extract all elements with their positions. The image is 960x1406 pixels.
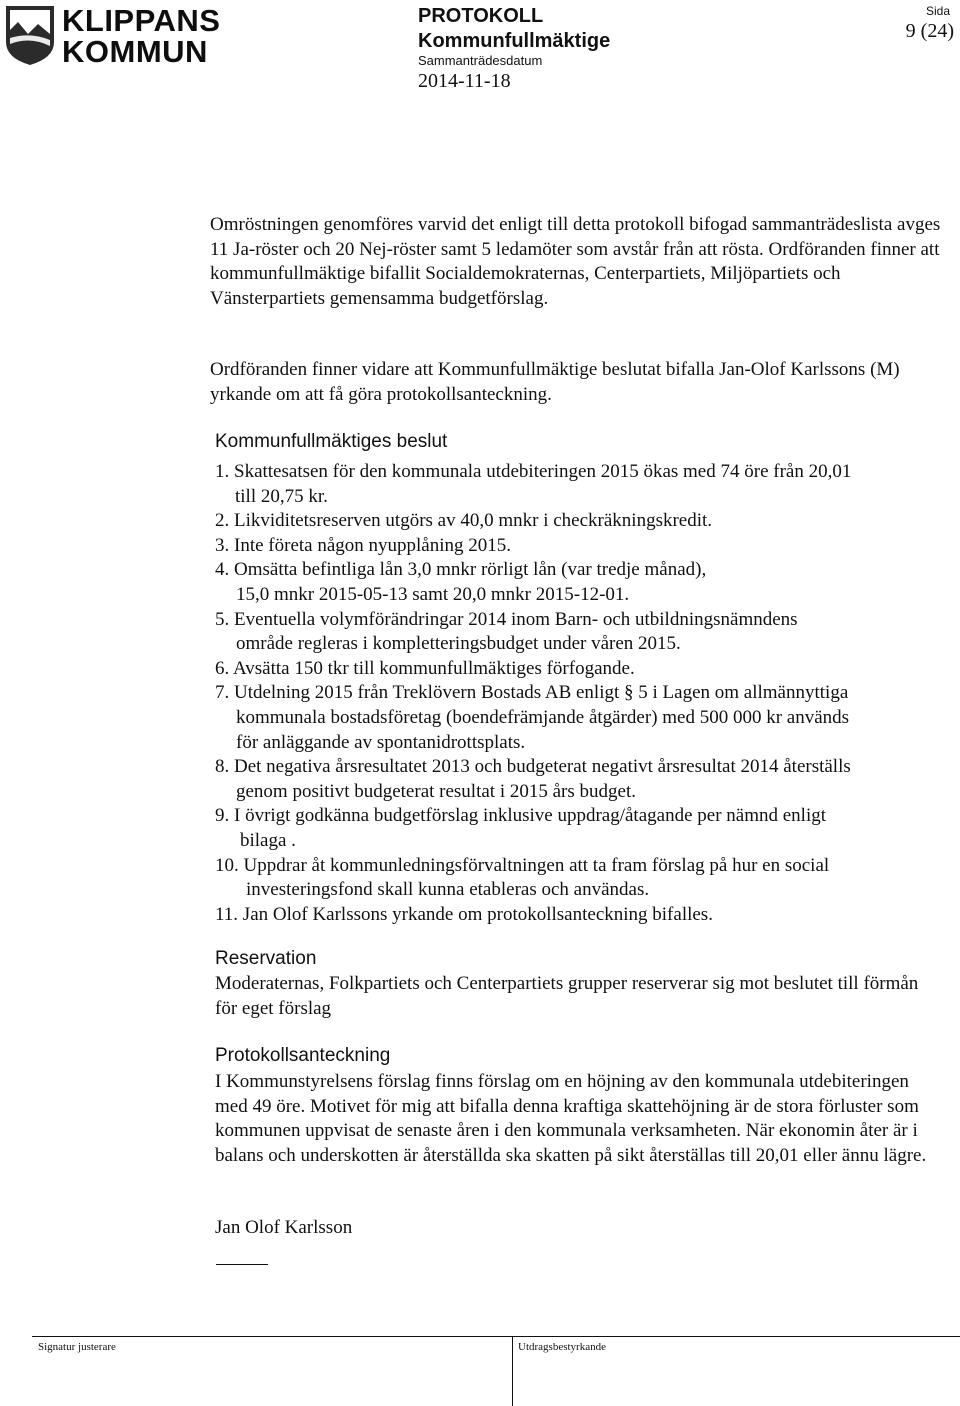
decision-heading: Kommunfullmäktiges beslut [215,431,448,452]
decision-list [215,460,945,927]
page-number: 9 (24) [905,20,954,42]
decision-line: 5. Eventuella volymförändringar 2014 inom Barn- och utbildningsnämndens [215,608,798,630]
voting-paragraph: Omröstningen genomföres varvid det enligt till detta protokoll bifogad sammanträdeslista avges 11 Ja-röster och 20 Nej-röster samt 5 ledamöter som avstår från att rösta. Ordföranden finner att kommunfullmäktige bifallit Socialdemokraternas, Centerpartiets, Miljöpartiets och Vänsterpartiets gemensamma budgetförslag. [210,214,941,309]
meeting-date-label: Sammanträdesdatum [418,53,543,68]
decision-line: kommunala bostadsföretag (boendefrämjande åtgärder) med 500 000 kr används [236,706,850,728]
decision-line: genom positivt budgeterat resultat i 2015 års budget. [236,780,636,802]
protocol-note-heading: Protokollsanteckning [215,1045,391,1066]
decision-line: 9. I övrigt godkänna budgetförslag inklusive uppdrag/åtagande per nämnd enligt [215,805,827,827]
document-type: PROTOKOLL [418,5,544,27]
board-name: Kommunfullmäktige [418,30,611,52]
decision-line: 6. Avsätta 150 tkr till kommunfullmäktiges förfogande. [215,657,635,679]
decision-line: för anläggande av spontanidrottsplats. [236,731,526,753]
decision-item [215,509,945,534]
municipality-logo [4,3,221,69]
klippan-crest-icon [4,4,56,66]
meeting-date: 2014-11-18 [418,70,511,92]
decision-line: 10. Uppdrar åt kommunledningsförvaltningen att ta fram förslag på hur en social [215,854,830,876]
decision-line: till 20,75 kr. [235,485,328,507]
decision-line: 15,0 mnkr 2015-05-13 samt 20,0 mnkr 2015-12-01. [236,583,630,605]
signature-label: Signatur justerare [38,1341,116,1353]
chair-ruling-paragraph: Ordföranden finner vidare att Kommunfullmäktige beslutat bifalla Jan-Olof Karlssons (M) yrkande om att få göra protokollsanteckning. [210,359,900,405]
decision-line: 3. Inte företa någon nyupplåning 2015. [215,534,512,556]
decision-line: investeringsfond skall kunna etableras och användas. [246,879,650,901]
signer-name: Jan Olof Karlsson [215,1217,353,1238]
footer-divider-line [32,1336,960,1337]
decision-item [215,903,945,928]
reservation-heading: Reservation [215,948,317,969]
signature-line [216,1264,268,1265]
decision-item [215,558,945,607]
decision-line: bilaga . [240,829,296,851]
decision-item [215,460,945,509]
protocol-note-text: I Kommunstyrelsens förslag finns förslag om en höjning av den kommunala utdebiteringen med 49 öre. Motivet för mig att bifalla denna kraftiga skattehöjning är de stora förluster som kommunen uppvisat de senaste åren i den kommunala verksamheten. När ekonomin åter är i balans och underskotten är återställda ska skatten på sikt återställas till 20,01 eller ännu lägre. [215,1071,927,1166]
decision-line: 7. Utdelning 2015 från Treklövern Bostads AB enligt § 5 i Lagen om allmännyttiga [215,682,849,704]
decision-item [215,534,945,559]
reservation-text: Moderaternas, Folkpartiets och Centerpartiets grupper reserverar sig mot beslutet till förmån för eget förslag [215,973,919,1019]
decision-line: 4. Omsätta befintliga lån 3,0 mnkr rörligt lån (var tredje månad), [215,559,707,581]
page-label: Sida [925,4,950,18]
logo-line-2: KOMMUN [62,34,208,69]
decision-line: 8. Det negativa årsresultatet 2013 och budgeterat negativt årsresultat 2014 återställs [215,756,851,778]
extract-certification-label: Utdragsbestyrkande [518,1341,606,1353]
decision-item [215,755,945,804]
decision-line: 1. Skattesatsen för den kommunala utdebiteringen 2015 ökas med 74 öre från 20,01 [215,461,852,482]
decision-line: 11. Jan Olof Karlssons yrkande om protokollsanteckning bifalles. [215,903,713,925]
decision-line: 2. Likviditetsreserven utgörs av 40,0 mnkr i checkräkningskredit. [215,510,713,532]
decision-item [215,681,945,755]
logo-line-1: KLIPPANS [62,3,221,38]
footer-column-divider [512,1336,513,1406]
decision-item [215,804,945,853]
decision-item [215,657,945,682]
decision-item [215,854,945,903]
decision-item [215,608,945,657]
decision-line: område regleras i kompletteringsbudget under våren 2015. [236,633,681,655]
